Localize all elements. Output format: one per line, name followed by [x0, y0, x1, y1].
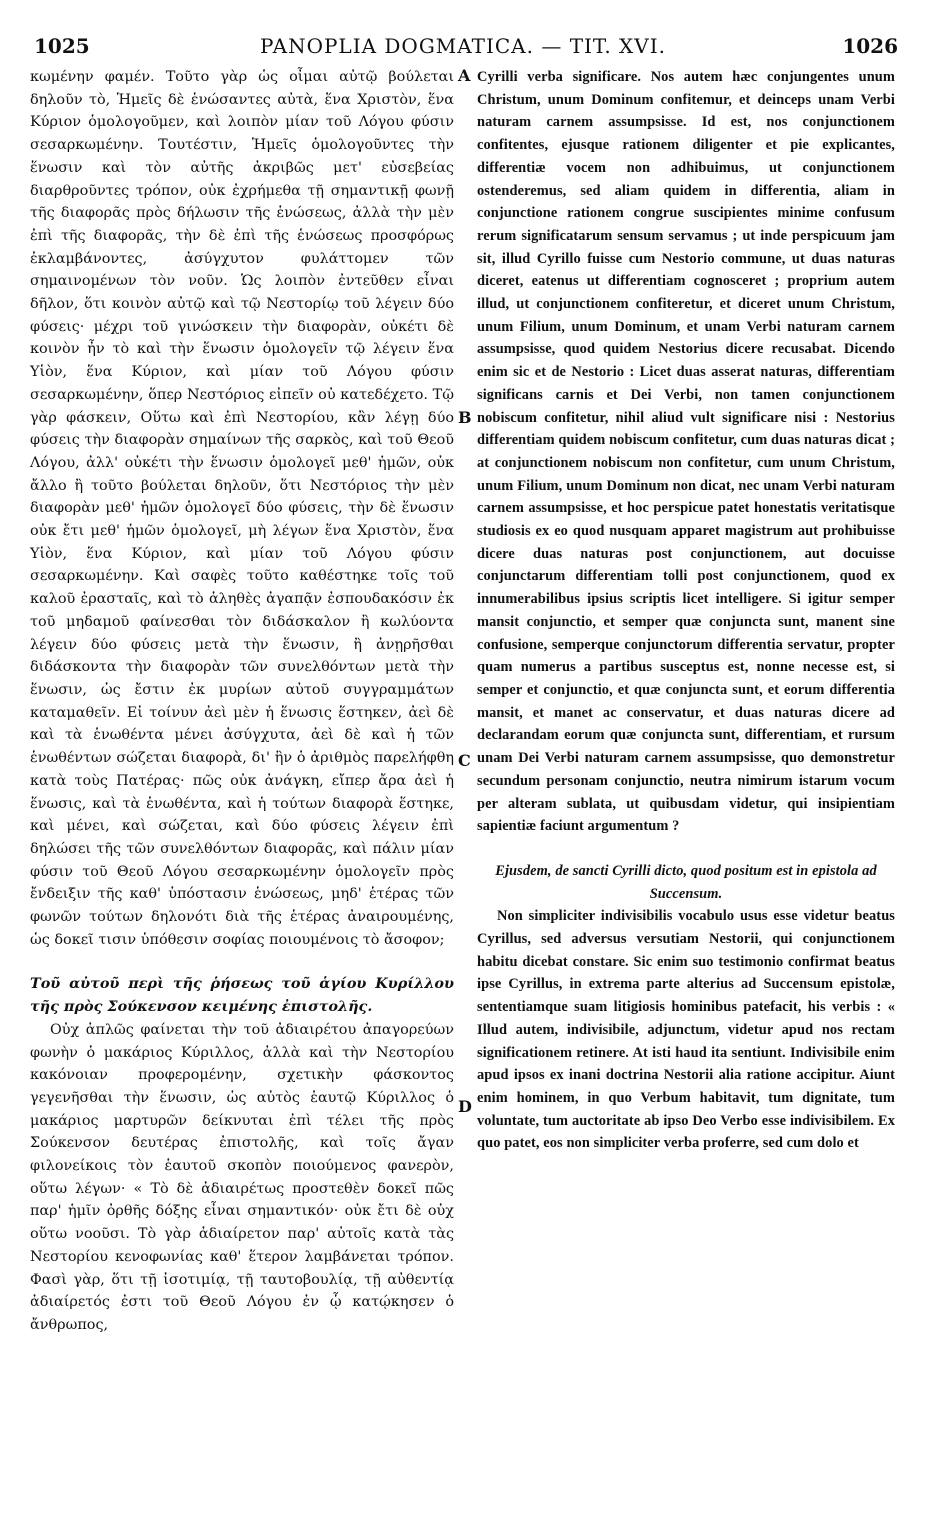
latin-column — [477, 66, 895, 1155]
running-title: PANOPLIA DOGMATICA. — TIT. XVI. — [260, 34, 666, 58]
greek-column — [30, 66, 454, 1337]
greek-section-heading: Τοῦ αὐτοῦ περὶ τῆς ῥήσεως τοῦ ἁγίου Κυρίλλου τῆς πρὸς Σούκενσον κειμένης ἐπιστολῆς. — [30, 975, 454, 1016]
latin-section-heading: Ejusdem, de sancti Cyrilli dicto, quod positum est in epistola ad Succensum. — [495, 862, 877, 902]
page-number-left: 1025 — [34, 34, 90, 58]
latin-paragraph-1: Cyrilli verba significare. Nos autem hæc conjungentes unum Christum, unum Dominum confitemur, et deinceps unam Verbi naturam carnem assumpsisse. Id est, nos conjunctionem confitentes, ejusque rationem diligenter et pie explicantes, differentiæ vocem non adhibuimus, ut conjunctionem ostenderemus, sed aliam quidem in differentia, aliam in conjunctione rationem congrue suscipientes minime confusum rerum significatarum sensum servamus ; ut inde perspicuum jam sit, illud Cyrillo fuisse cum Nestorio commune, ut duas naturas diceret, eatenus ut differentiam cognosceret ; proprium autem illud, ut conjunctionem confiteretur, et diceret unum Christum, unum Filium, unum Dominum, et unam Verbi naturam carnem assumpsisse, quod quidem Nestorius dicere recusabat. Dicendo enim sic et de Nestorio : Licet duas asserat naturas, differentiam significans carnis et Dei Verbi, non tamen conjunctionem nobiscum confitetur, nihil aliud vult significare nisi : Nestorius differentiam quidem nobiscum confitetur, cum duas naturas dicat ; at conjunctionem nobiscum non confitetur, cum unum Christum, unum Filium, unum Dominum non dicat, nec unam Verbi naturam carnem assumpsisse, et hoc perspicue patet honestatis veritatisque studiosis ex eo quod nusquam apparet magistrum aut prohibuisse dicere duas naturas post conjunctionem, aut docuisse conjunctarum differentiam tolli post conjunctionem, quod ex innumerabilibus ipsius scriptis licet intelligere. Si igitur semper mansit conjunctio, et semper quæ conjuncta sunt, manent sine confusione, semperque conjunctorum differentia servatur, propter quam numerus a partibus susceptus est, nonne necesse est, si semper et conjunctio, et quæ conjuncta sunt, et eorum differentia mansit, et manet ac conservatur, et duas naturas dicere ad declarandam eorum quæ conjuncta sunt, differentiam, et rursum unam Dei Verbi naturam carnem assumpsisse, quo demonstretur secundum personam conjunctio, neutra nimirum istarum vocum per alteram sublata, ut quibusdam videtur, qui insipientiam sapientiæ faciunt argumentum ? — [477, 69, 895, 835]
latin-paragraph-2: Non simpliciter indivisibilis vocabulo usus esse videtur beatus Cyrillus, sed adversus versutiam Nestorii, qui conjunctionem habitu dicebat constare. Sic enim suo testimonio confirmat beatus ipse Cyrillus, in extrema parte alterius ad Succensum epistolæ, sententiamque suam litigiosis hominibus patefacit, his verbis : « Illud autem, indivisibile, adjunctum, videtur apud nos rectam significationem retinere. At isti haud ita sentiunt. Indivisibile enim apud ipsos ex inani doctrina Nestorii alia ratione accipitur. Aiunt enim hominem, in quo Verbum habitavit, tum dignitate, tum voluntate, tum auctoritate ab ipso Deo Verbo esse indivisibilem. Ex quo patet, eos non simpliciter verba proferre, sed cum dolo et — [477, 908, 895, 1152]
margin-marker-d: D — [458, 1097, 472, 1116]
page-header — [28, 34, 898, 64]
margin-marker-a: A — [458, 66, 471, 85]
margin-marker-c: C — [458, 751, 471, 770]
margin-marker-b: B — [458, 408, 472, 427]
page-number-right: 1026 — [842, 34, 898, 58]
greek-paragraph-2: Οὐχ ἁπλῶς φαίνεται τὴν τοῦ ἀδιαιρέτου ἀπαγορεύων φωνὴν ὁ μακάριος Κύριλλος, ἀλλὰ καὶ τὴν Νεστορίου κακόνοιαν προφερομένην, σχετικὴν φάσκοντος γεγενῆσθαι τὴν ἕνωσιν, ὡς αὐτὸς ἑαυτῷ Κύριλλος ὁ μακάριος μαρτυρῶν δείκνυται ἐπὶ τέλει τῆς πρὸς Σούκενσον δευτέρας ἐπιστολῆς, καὶ τοῖς ἄγαν φιλονείκοις τὸν ἑαυτοῦ σκοπὸν ποιούμενος φανερὸν, οὕτω λέγων· « Τὸ δὲ ἀδιαιρέτως προστεθὲν δοκεῖ πῶς παρ' ἡμῖν ὀρθῆς δόξης εἶναι σημαντικόν· οὐκ ἔτι δὲ οὐχ οὕτω νοοῦσι. Τὸ γὰρ ἀδιαίρετον παρ' αὐτοῖς κατὰ τὰς Νεστορίου κενοφωνίας καθ' ἕτερον λαμβάνεται τρόπον. Φασὶ γὰρ, ὅτι τῇ ἰσοτιμίᾳ, τῇ ταυτοβουλίᾳ, τῇ αὐθεντίᾳ ἀδιαίρετός ἐστι τοῦ Θεοῦ Λόγου ἐν ᾧ κατῴκησεν ὁ ἄνθρωπος, — [30, 1021, 454, 1333]
greek-paragraph-1: κωμένην φαμέν. Τοῦτο γὰρ ὡς οἶμαι αὐτῷ βούλεται δηλοῦν τὸ, Ἡμεῖς δὲ ἑνώσαντες αὐτὰ, ἕνα Χριστὸν, ἕνα Κύριον ὁμολογοῦμεν, καὶ λοιπὸν μίαν τοῦ Λόγου φύσιν σεσαρκωμένην. Τουτέστιν, Ἡμεῖς ὁμολογοῦντες τὴν ἕνωσιν καὶ τὸν αὐτῆς ἀκριβῶς μετ' εὐσεβείας διαρθροῦντες τρόπον, οὐκ ἐχρήμεθα τῇ σημαντικῇ φωνῇ τῆς διαφορᾶς πρὸς δήλωσιν τῆς ἑνώσεως, ἀλλὰ τὴν μὲν ἐπὶ τῆς διαφορᾶς, τὴν δὲ ἐπὶ τῆς ἑνώσεως προσφόρως ἐκλαμβάνοντες, ἀσύγχυτον φυλάττομεν τῶν σημαινομένων τὸν νοῦν. Ὡς λοιπὸν ἐντεῦθεν εἶναι δῆλον, ὅτι κοινὸν αὐτῷ καὶ τῷ Νεστορίῳ τοῦ λέγειν δύο φύσεις· μέχρι τοῦ γινώσκειν τὴν διαφορὰν, οὐκέτι δὲ κοινὸν ἦν τὸ καὶ τὴν ἕνωσιν ὁμολογεῖν τῷ λέγειν ἕνα Υἱὸν, ἕνα Κύριον, καὶ μίαν τοῦ Λόγου φύσιν σεσαρκωμένην, ὅπερ Νεστόριος εἰπεῖν οὐ κατεδέχετο. Τῷ γὰρ φάσκειν, Οὕτω καὶ ἐπὶ Νεστορίου, κἂν λέγῃ δύο φύσεις τὴν διαφορὰν σημαίνων τῆς σαρκὸς, καὶ τοῦ Θεοῦ Λόγου, ἀλλ' οὐκέτι τὴν ἕνωσιν ὁμολογεῖ μεθ' ἡμῶν, οὐκ ἄλλο ἢ τοῦτο βούλεται δηλοῦν, ὅτι Νεστόριος τὴν μὲν διαφορὰν μεθ' ἡμῶν ὁμολογεῖ δύο φύσεις, τὴν δὲ ἕνωσιν οὐκ ἔτι μεθ' ἡμῶν ὁμολογεῖ, μὴ λέγων ἕνα Χριστὸν, ἕνα Υἱὸν, ἕνα Κύριον, καὶ μίαν τοῦ Λόγου φύσιν σεσαρκωμένην. Καὶ σαφὲς τοῦτο καθέστηκε τοῖς τοῦ καλοῦ ἐρασταῖς, καὶ τὸ ἀληθὲς ἀγαπᾷν ἐσπουδακόσιν ἐκ τοῦ μηδαμοῦ φαίνεσθαι τὸν διδάσκαλον ἢ κωλύοντα λέγειν δύο φύσεις μετὰ τὴν ἕνωσιν, ἢ ἀνῃρῆσθαι διδάσκοντα τὴν διαφορὰν τῶν συνελθόντων μετὰ τὴν ἕνωσιν, ὡς ἔστιν ἐκ μυρίων αὐτοῦ συγγραμμάτων καταμαθεῖν. Εἰ τοίνυν ἀεὶ μὲν ἡ ἕνωσις ἕστηκεν, ἀεὶ δὲ καὶ τὰ ἑνωθέντα μένει ἀσύγχυτα, ἀεὶ δὲ καὶ ἡ τῶν ἑνωθέντων σώζεται διαφορὰ, δι' ἣν ὁ ἀριθμὸς παρελήφθη κατὰ τοὺς Πατέρας· πῶς οὐκ ἀνάγκη, εἴπερ ἄρα ἀεὶ ἡ ἕνωσις, καὶ τὰ ἑνωθέντα, καὶ ἡ τούτων διαφορὰ ἕστηκε, καὶ μένει, καὶ σώζεται, καὶ δύο φύσεις λέγειν ἐπὶ δηλώσει τῆς τῶν συνελθόντων διαφορᾶς, καὶ πάλιν μίαν φύσιν τοῦ Θεοῦ Λόγου σεσαρκωμένην ὁμολογεῖν πρὸς ἔνδειξιν τῆς καθ' ὑπόστασιν ἑνώσεως, μηδ' ἑτέρας τῶν φωνῶν τούτων δηλονότι διὰ τῆς ἑτέρας ἀναιρουμένης, ὡς δοκεῖ τισιν ὑπόθεσιν σοφίας ποιουμένοις τὸ ἄσοφον; — [30, 69, 454, 948]
